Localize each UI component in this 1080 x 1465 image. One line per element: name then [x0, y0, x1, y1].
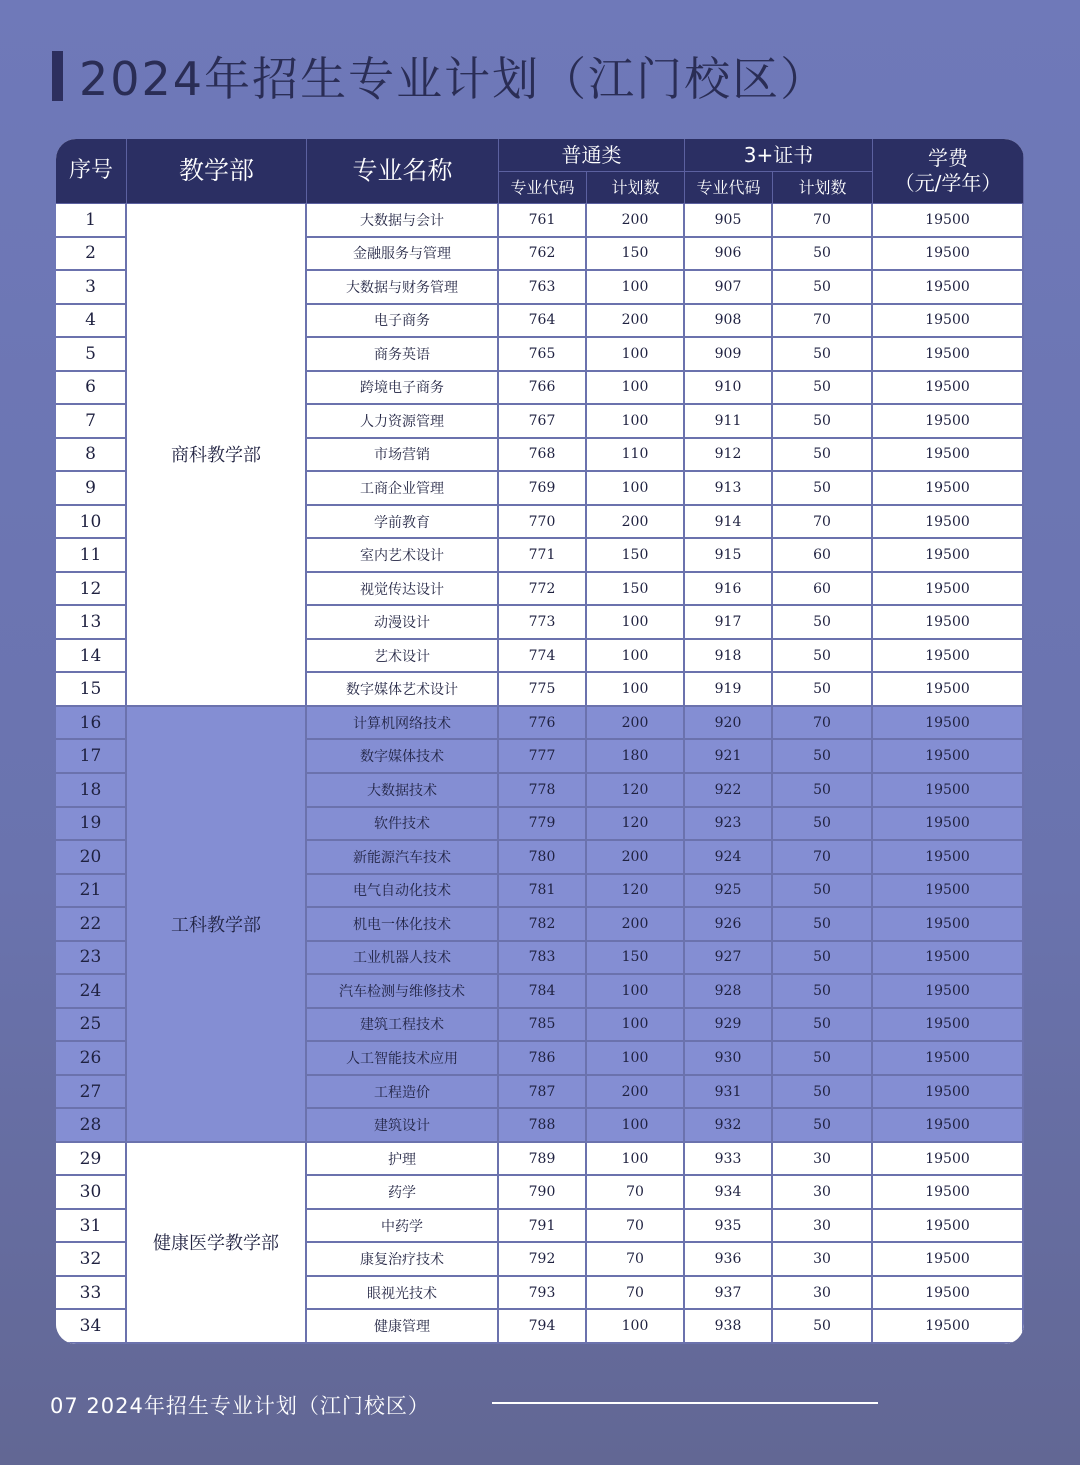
cell-regular-code: 786	[499, 1042, 587, 1076]
cell-cert-plan: 50	[773, 271, 873, 305]
cell-major: 健康管理	[307, 1310, 499, 1344]
cell-fee: 19500	[873, 975, 1024, 1009]
cell-fee: 19500	[873, 908, 1024, 942]
cell-major: 室内艺术设计	[307, 539, 499, 573]
cell-cert-plan: 50	[773, 1109, 873, 1143]
cell-seq: 29	[56, 1143, 127, 1177]
cell-regular-plan: 100	[587, 472, 685, 506]
page-title: 2024年招生专业计划（江门校区）	[79, 52, 829, 106]
cell-regular-plan: 180	[587, 740, 685, 774]
cell-regular-code: 778	[499, 774, 587, 808]
header-dept: 教学部	[127, 139, 307, 204]
cell-major: 人工智能技术应用	[307, 1042, 499, 1076]
header-group-regular: 普通类	[499, 139, 685, 172]
cell-regular-plan: 110	[587, 439, 685, 473]
cell-seq: 33	[56, 1277, 127, 1311]
cell-seq: 30	[56, 1176, 127, 1210]
cell-fee: 19500	[873, 1109, 1024, 1143]
header-fee	[873, 139, 1024, 204]
cell-fee: 19500	[873, 1076, 1024, 1110]
cell-major: 工程造价	[307, 1076, 499, 1110]
cell-regular-plan: 100	[587, 640, 685, 674]
cell-fee: 19500	[873, 606, 1024, 640]
cell-regular-code: 775	[499, 673, 587, 707]
cell-cert-code: 922	[685, 774, 773, 808]
cell-fee: 19500	[873, 808, 1024, 842]
table-grid	[56, 139, 1024, 1344]
cell-major: 电气自动化技术	[307, 875, 499, 909]
cell-regular-code: 781	[499, 875, 587, 909]
cell-major: 电子商务	[307, 305, 499, 339]
cell-cert-plan: 50	[773, 942, 873, 976]
cell-cert-code: 912	[685, 439, 773, 473]
title-accent-bar	[52, 51, 63, 101]
cell-regular-plan: 200	[587, 305, 685, 339]
cell-seq: 9	[56, 472, 127, 506]
cell-major: 护理	[307, 1143, 499, 1177]
cell-cert-code: 931	[685, 1076, 773, 1110]
cell-seq: 8	[56, 439, 127, 473]
cell-seq: 18	[56, 774, 127, 808]
cell-major: 大数据与会计	[307, 204, 499, 238]
cell-cert-plan: 30	[773, 1210, 873, 1244]
cell-regular-plan: 100	[587, 405, 685, 439]
cell-cert-code: 910	[685, 372, 773, 406]
page-header	[52, 50, 829, 106]
cell-seq: 21	[56, 875, 127, 909]
cell-regular-plan: 70	[587, 1277, 685, 1311]
cell-fee: 19500	[873, 506, 1024, 540]
cell-cert-plan: 50	[773, 338, 873, 372]
cell-cert-code: 937	[685, 1277, 773, 1311]
cell-regular-code: 780	[499, 841, 587, 875]
cell-seq: 19	[56, 808, 127, 842]
cell-cert-code: 920	[685, 707, 773, 741]
cell-regular-plan: 70	[587, 1210, 685, 1244]
cell-regular-code: 793	[499, 1277, 587, 1311]
cell-fee: 19500	[873, 204, 1024, 238]
cell-cert-code: 938	[685, 1310, 773, 1344]
cell-major: 建筑设计	[307, 1109, 499, 1143]
cell-fee: 19500	[873, 740, 1024, 774]
cell-fee: 19500	[873, 841, 1024, 875]
cell-cert-plan: 60	[773, 573, 873, 607]
cell-cert-plan: 30	[773, 1243, 873, 1277]
cell-cert-plan: 50	[773, 640, 873, 674]
cell-seq: 1	[56, 204, 127, 238]
cell-cert-code: 927	[685, 942, 773, 976]
cell-regular-code: 773	[499, 606, 587, 640]
cell-fee: 19500	[873, 942, 1024, 976]
cell-regular-code: 777	[499, 740, 587, 774]
header-regular-code: 专业代码	[499, 172, 587, 204]
header-seq: 序号	[56, 139, 127, 204]
cell-cert-plan: 50	[773, 1009, 873, 1043]
cell-seq: 28	[56, 1109, 127, 1143]
cell-major: 数字媒体技术	[307, 740, 499, 774]
cell-seq: 15	[56, 673, 127, 707]
cell-regular-plan: 70	[587, 1243, 685, 1277]
cell-fee: 19500	[873, 238, 1024, 272]
cell-cert-plan: 50	[773, 439, 873, 473]
cell-seq: 4	[56, 305, 127, 339]
cell-regular-code: 770	[499, 506, 587, 540]
cell-seq: 13	[56, 606, 127, 640]
enrollment-plan-table	[56, 139, 1024, 1344]
cell-seq: 32	[56, 1243, 127, 1277]
cell-fee: 19500	[873, 673, 1024, 707]
cell-cert-plan: 30	[773, 1143, 873, 1177]
cell-seq: 25	[56, 1009, 127, 1043]
cell-regular-code: 774	[499, 640, 587, 674]
cell-fee: 19500	[873, 1042, 1024, 1076]
header-group-cert: 3+证书	[685, 139, 873, 172]
cell-seq: 7	[56, 405, 127, 439]
header-major: 专业名称	[307, 139, 499, 204]
cell-regular-plan: 150	[587, 238, 685, 272]
cell-major: 大数据与财务管理	[307, 271, 499, 305]
cell-cert-code: 925	[685, 875, 773, 909]
cell-regular-plan: 120	[587, 875, 685, 909]
cell-cert-plan: 50	[773, 875, 873, 909]
cell-major: 商务英语	[307, 338, 499, 372]
cell-major: 工商企业管理	[307, 472, 499, 506]
cell-regular-plan: 200	[587, 204, 685, 238]
cell-cert-plan: 50	[773, 975, 873, 1009]
cell-cert-plan: 50	[773, 405, 873, 439]
cell-cert-code: 906	[685, 238, 773, 272]
cell-regular-code: 768	[499, 439, 587, 473]
cell-seq: 24	[56, 975, 127, 1009]
cell-regular-code: 783	[499, 942, 587, 976]
cell-cert-code: 934	[685, 1176, 773, 1210]
cell-cert-code: 932	[685, 1109, 773, 1143]
cell-cert-plan: 50	[773, 606, 873, 640]
cell-regular-plan: 70	[587, 1176, 685, 1210]
cell-regular-plan: 200	[587, 908, 685, 942]
department-cell: 商科教学部	[127, 204, 307, 707]
cell-regular-plan: 120	[587, 774, 685, 808]
cell-cert-code: 915	[685, 539, 773, 573]
cell-seq: 26	[56, 1042, 127, 1076]
cell-cert-code: 926	[685, 908, 773, 942]
cell-regular-plan: 200	[587, 841, 685, 875]
cell-cert-plan: 50	[773, 1042, 873, 1076]
cell-seq: 34	[56, 1310, 127, 1344]
cell-regular-code: 794	[499, 1310, 587, 1344]
cell-regular-code: 784	[499, 975, 587, 1009]
cell-seq: 11	[56, 539, 127, 573]
cell-fee: 19500	[873, 1143, 1024, 1177]
department-cell: 健康医学教学部	[127, 1143, 307, 1344]
cell-regular-plan: 100	[587, 1109, 685, 1143]
header-fee-line2: （元/学年）	[894, 171, 1002, 195]
cell-cert-plan: 50	[773, 808, 873, 842]
cell-seq: 12	[56, 573, 127, 607]
cell-regular-plan: 100	[587, 1009, 685, 1043]
cell-cert-plan: 50	[773, 774, 873, 808]
cell-cert-plan: 30	[773, 1176, 873, 1210]
cell-fee: 19500	[873, 1310, 1024, 1344]
cell-regular-code: 762	[499, 238, 587, 272]
cell-cert-code: 916	[685, 573, 773, 607]
header-cert-plan: 计划数	[773, 172, 873, 204]
cell-major: 计算机网络技术	[307, 707, 499, 741]
cell-cert-code: 935	[685, 1210, 773, 1244]
cell-regular-plan: 150	[587, 573, 685, 607]
cell-seq: 20	[56, 841, 127, 875]
page-footer: 07 2024年招生专业计划（江门校区）	[50, 1394, 430, 1418]
cell-regular-code: 772	[499, 573, 587, 607]
cell-regular-plan: 100	[587, 975, 685, 1009]
cell-seq: 3	[56, 271, 127, 305]
cell-seq: 16	[56, 707, 127, 741]
cell-regular-plan: 100	[587, 1042, 685, 1076]
cell-regular-code: 789	[499, 1143, 587, 1177]
cell-fee: 19500	[873, 1009, 1024, 1043]
cell-major: 药学	[307, 1176, 499, 1210]
cell-cert-code: 909	[685, 338, 773, 372]
cell-cert-plan: 30	[773, 1277, 873, 1311]
cell-regular-code: 792	[499, 1243, 587, 1277]
cell-fee: 19500	[873, 405, 1024, 439]
cell-major: 视觉传达设计	[307, 573, 499, 607]
cell-fee: 19500	[873, 640, 1024, 674]
cell-cert-plan: 50	[773, 1310, 873, 1344]
cell-fee: 19500	[873, 707, 1024, 741]
cell-major: 软件技术	[307, 808, 499, 842]
cell-regular-code: 790	[499, 1176, 587, 1210]
cell-fee: 19500	[873, 539, 1024, 573]
cell-seq: 23	[56, 942, 127, 976]
cell-cert-plan: 70	[773, 305, 873, 339]
cell-major: 金融服务与管理	[307, 238, 499, 272]
cell-regular-code: 782	[499, 908, 587, 942]
cell-cert-plan: 50	[773, 372, 873, 406]
cell-cert-plan: 50	[773, 472, 873, 506]
cell-major: 工业机器人技术	[307, 942, 499, 976]
cell-regular-code: 769	[499, 472, 587, 506]
cell-major: 汽车检测与维修技术	[307, 975, 499, 1009]
cell-regular-plan: 100	[587, 1310, 685, 1344]
cell-fee: 19500	[873, 372, 1024, 406]
cell-cert-plan: 50	[773, 238, 873, 272]
cell-cert-code: 919	[685, 673, 773, 707]
cell-cert-plan: 50	[773, 673, 873, 707]
cell-cert-plan: 50	[773, 1076, 873, 1110]
cell-major: 新能源汽车技术	[307, 841, 499, 875]
cell-regular-plan: 200	[587, 707, 685, 741]
cell-cert-plan: 50	[773, 908, 873, 942]
cell-cert-plan: 50	[773, 740, 873, 774]
cell-regular-plan: 200	[587, 1076, 685, 1110]
cell-fee: 19500	[873, 1176, 1024, 1210]
cell-fee: 19500	[873, 338, 1024, 372]
cell-fee: 19500	[873, 1277, 1024, 1311]
cell-major: 大数据技术	[307, 774, 499, 808]
cell-fee: 19500	[873, 1243, 1024, 1277]
cell-cert-code: 905	[685, 204, 773, 238]
cell-seq: 17	[56, 740, 127, 774]
cell-seq: 27	[56, 1076, 127, 1110]
cell-cert-plan: 70	[773, 841, 873, 875]
cell-major: 数字媒体艺术设计	[307, 673, 499, 707]
cell-regular-plan: 100	[587, 1143, 685, 1177]
cell-cert-code: 921	[685, 740, 773, 774]
cell-cert-code: 918	[685, 640, 773, 674]
cell-major: 艺术设计	[307, 640, 499, 674]
cell-seq: 5	[56, 338, 127, 372]
cell-cert-code: 928	[685, 975, 773, 1009]
cell-cert-plan: 70	[773, 204, 873, 238]
cell-major: 人力资源管理	[307, 405, 499, 439]
cell-cert-plan: 70	[773, 707, 873, 741]
cell-cert-code: 933	[685, 1143, 773, 1177]
cell-regular-code: 771	[499, 539, 587, 573]
cell-major: 康复治疗技术	[307, 1243, 499, 1277]
cell-regular-code: 776	[499, 707, 587, 741]
cell-major: 中药学	[307, 1210, 499, 1244]
cell-regular-code: 761	[499, 204, 587, 238]
cell-regular-code: 787	[499, 1076, 587, 1110]
cell-cert-code: 907	[685, 271, 773, 305]
cell-cert-plan: 60	[773, 539, 873, 573]
header-fee-line1: 学费	[928, 146, 968, 170]
cell-fee: 19500	[873, 1210, 1024, 1244]
cell-major: 机电一体化技术	[307, 908, 499, 942]
cell-cert-code: 914	[685, 506, 773, 540]
header-regular-plan: 计划数	[587, 172, 685, 204]
cell-regular-code: 766	[499, 372, 587, 406]
cell-fee: 19500	[873, 774, 1024, 808]
cell-regular-code: 764	[499, 305, 587, 339]
cell-seq: 2	[56, 238, 127, 272]
cell-regular-plan: 100	[587, 271, 685, 305]
cell-major: 动漫设计	[307, 606, 499, 640]
cell-regular-plan: 100	[587, 606, 685, 640]
cell-regular-plan: 100	[587, 372, 685, 406]
cell-cert-code: 924	[685, 841, 773, 875]
cell-regular-plan: 150	[587, 942, 685, 976]
footer-divider	[492, 1402, 878, 1404]
cell-major: 建筑工程技术	[307, 1009, 499, 1043]
cell-fee: 19500	[873, 472, 1024, 506]
cell-cert-code: 913	[685, 472, 773, 506]
cell-seq: 22	[56, 908, 127, 942]
cell-fee: 19500	[873, 439, 1024, 473]
cell-seq: 10	[56, 506, 127, 540]
cell-cert-code: 911	[685, 405, 773, 439]
cell-seq: 6	[56, 372, 127, 406]
cell-regular-plan: 120	[587, 808, 685, 842]
cell-cert-code: 908	[685, 305, 773, 339]
cell-major: 跨境电子商务	[307, 372, 499, 406]
cell-cert-code: 936	[685, 1243, 773, 1277]
cell-cert-code: 929	[685, 1009, 773, 1043]
cell-fee: 19500	[873, 875, 1024, 909]
cell-regular-code: 788	[499, 1109, 587, 1143]
cell-fee: 19500	[873, 305, 1024, 339]
cell-regular-code: 763	[499, 271, 587, 305]
cell-regular-plan: 100	[587, 673, 685, 707]
cell-regular-plan: 150	[587, 539, 685, 573]
cell-seq: 31	[56, 1210, 127, 1244]
cell-major: 学前教育	[307, 506, 499, 540]
cell-regular-code: 785	[499, 1009, 587, 1043]
department-cell: 工科教学部	[127, 707, 307, 1143]
cell-cert-code: 930	[685, 1042, 773, 1076]
cell-cert-code: 923	[685, 808, 773, 842]
cell-major: 眼视光技术	[307, 1277, 499, 1311]
cell-regular-code: 765	[499, 338, 587, 372]
cell-regular-code: 767	[499, 405, 587, 439]
cell-fee: 19500	[873, 271, 1024, 305]
cell-regular-code: 779	[499, 808, 587, 842]
cell-cert-plan: 70	[773, 506, 873, 540]
cell-regular-code: 791	[499, 1210, 587, 1244]
cell-regular-plan: 200	[587, 506, 685, 540]
cell-fee: 19500	[873, 573, 1024, 607]
cell-cert-code: 917	[685, 606, 773, 640]
cell-regular-plan: 100	[587, 338, 685, 372]
cell-major: 市场营销	[307, 439, 499, 473]
header-cert-code: 专业代码	[685, 172, 773, 204]
cell-seq: 14	[56, 640, 127, 674]
